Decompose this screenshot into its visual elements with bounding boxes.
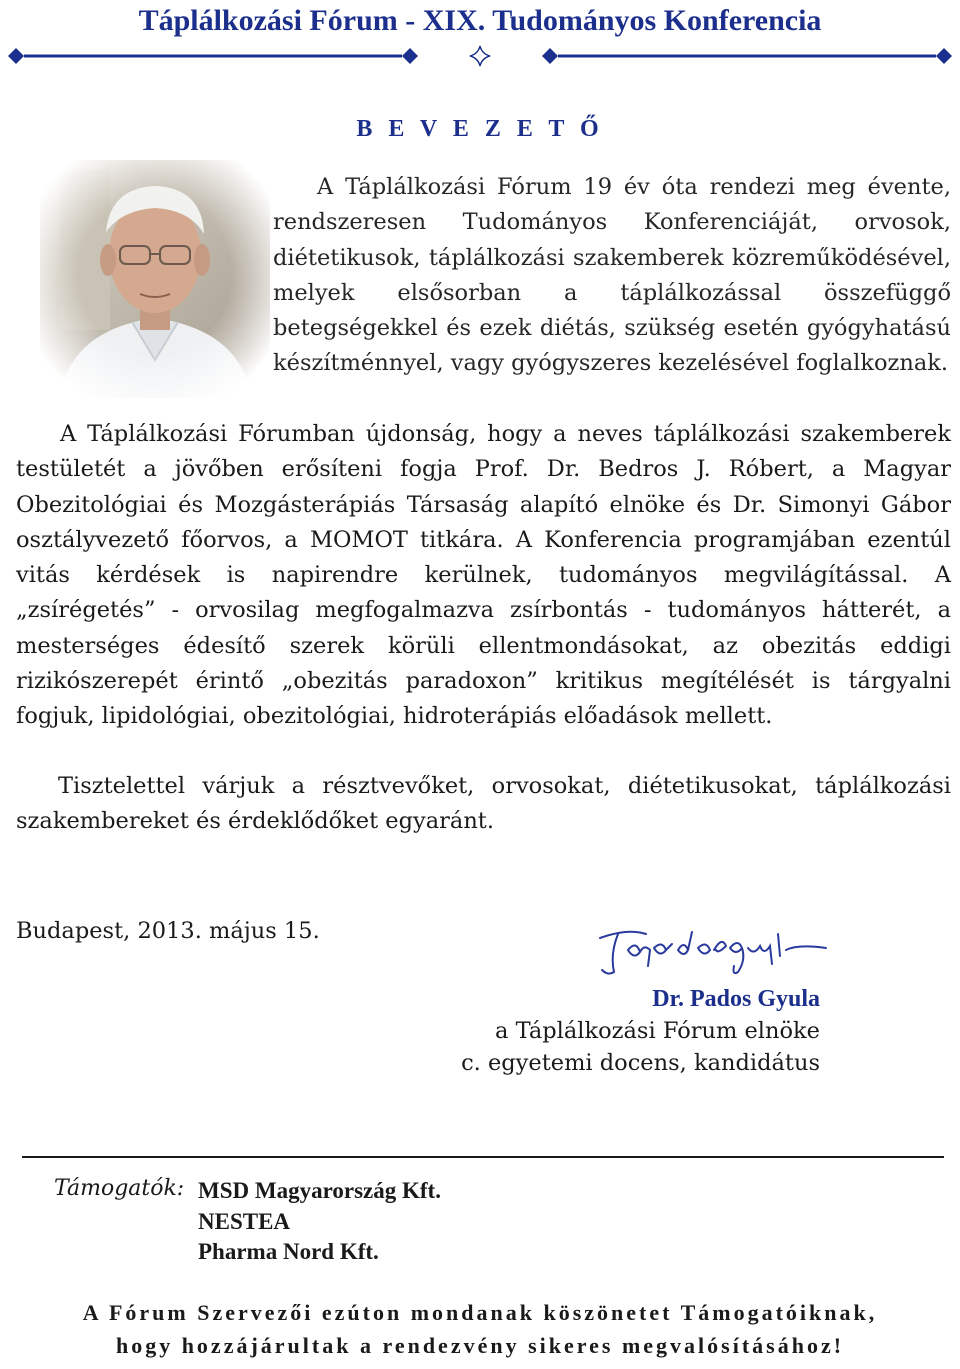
signer-name: Dr. Pados Gyula [652, 986, 820, 1012]
diamond-line-ornament-icon [8, 44, 952, 68]
invitation-paragraph: Tisztelettel várjuk a résztvevőket, orvosokat, diétetikusokat, táplálkozási szakembereket és érdeklődőket egyaránt. [16, 773, 951, 835]
divider [22, 1156, 944, 1158]
signer-title: c. egyetemi docens, kandidátus [461, 1050, 820, 1076]
page-title: Táplálkozási Fórum - XIX. Tudományos Konferencia [138, 4, 822, 37]
sponsor-item: MSD Magyarország Kft. [198, 1178, 441, 1203]
intro-paragraph: A Táplálkozási Fórum 19 év óta rendezi meg évente, rendszeresen Tudományos Konferenciáját, orvosok, diétetikusok, táplálkozási szakemberek közreműködésével, melyek elsősorban a táplálkozással összefüggő betegségekkel és ezek diétás, szükség esetén gyógyhatású készítménnyel, vagy gyógyszeres kezelésével foglalkoznak. [273, 174, 951, 377]
portrait-photo [40, 160, 270, 398]
sponsors-label: Támogatók: [54, 1176, 185, 1201]
sponsor-item: Pharma Nord Kft. [198, 1239, 379, 1264]
closing-message [0, 1296, 960, 1362]
body-paragraph: A Táplálkozási Fórumban újdonság, hogy a neves táplálkozási szakemberek testületét a jövőben erősíteni fogja Prof. Dr. Bedros J. Róbert, a Magyar Obezitológiai és Mozgásterápiás Társaság alapító elnöke és Dr. Simonyi Gábor osztályvezető főorvos, a MOMOT titkára. A Konferencia programjában ezentúl vitás kérdések is napirendre kerülnek, tudományos megvilágítással. A „zsírégetés” - orvosilag megfogalmazva zsírbontás - tudományos hátterét, a mesterséges édesítő szerek körüli ellentmondásokat, az obezitás eddigi rizikószerepét érintő „obezitás paradoxon” kritikus megítélését is tárgyalni fogjuk, lipidológiai, obezitológiai, hidroterápiás előadások mellett. [16, 421, 951, 730]
closing-line: A Fórum Szervezői ezúton mondanak köszönetet Támogatóiknak, [82, 1300, 878, 1325]
signer-block [420, 983, 820, 1079]
sponsor-item: NESTEA [198, 1208, 291, 1234]
signer-role: a Táplálkozási Fórum elnöke [495, 1018, 820, 1044]
sponsors-list [198, 1176, 441, 1268]
section-heading: B E V E Z E T Ő [356, 116, 604, 142]
closing-line: hogy hozzájárultak a rendezvény sikeres megvalósításához! [115, 1333, 845, 1358]
handwritten-signature [588, 920, 838, 982]
date-line: Budapest, 2013. május 15. [16, 918, 320, 944]
